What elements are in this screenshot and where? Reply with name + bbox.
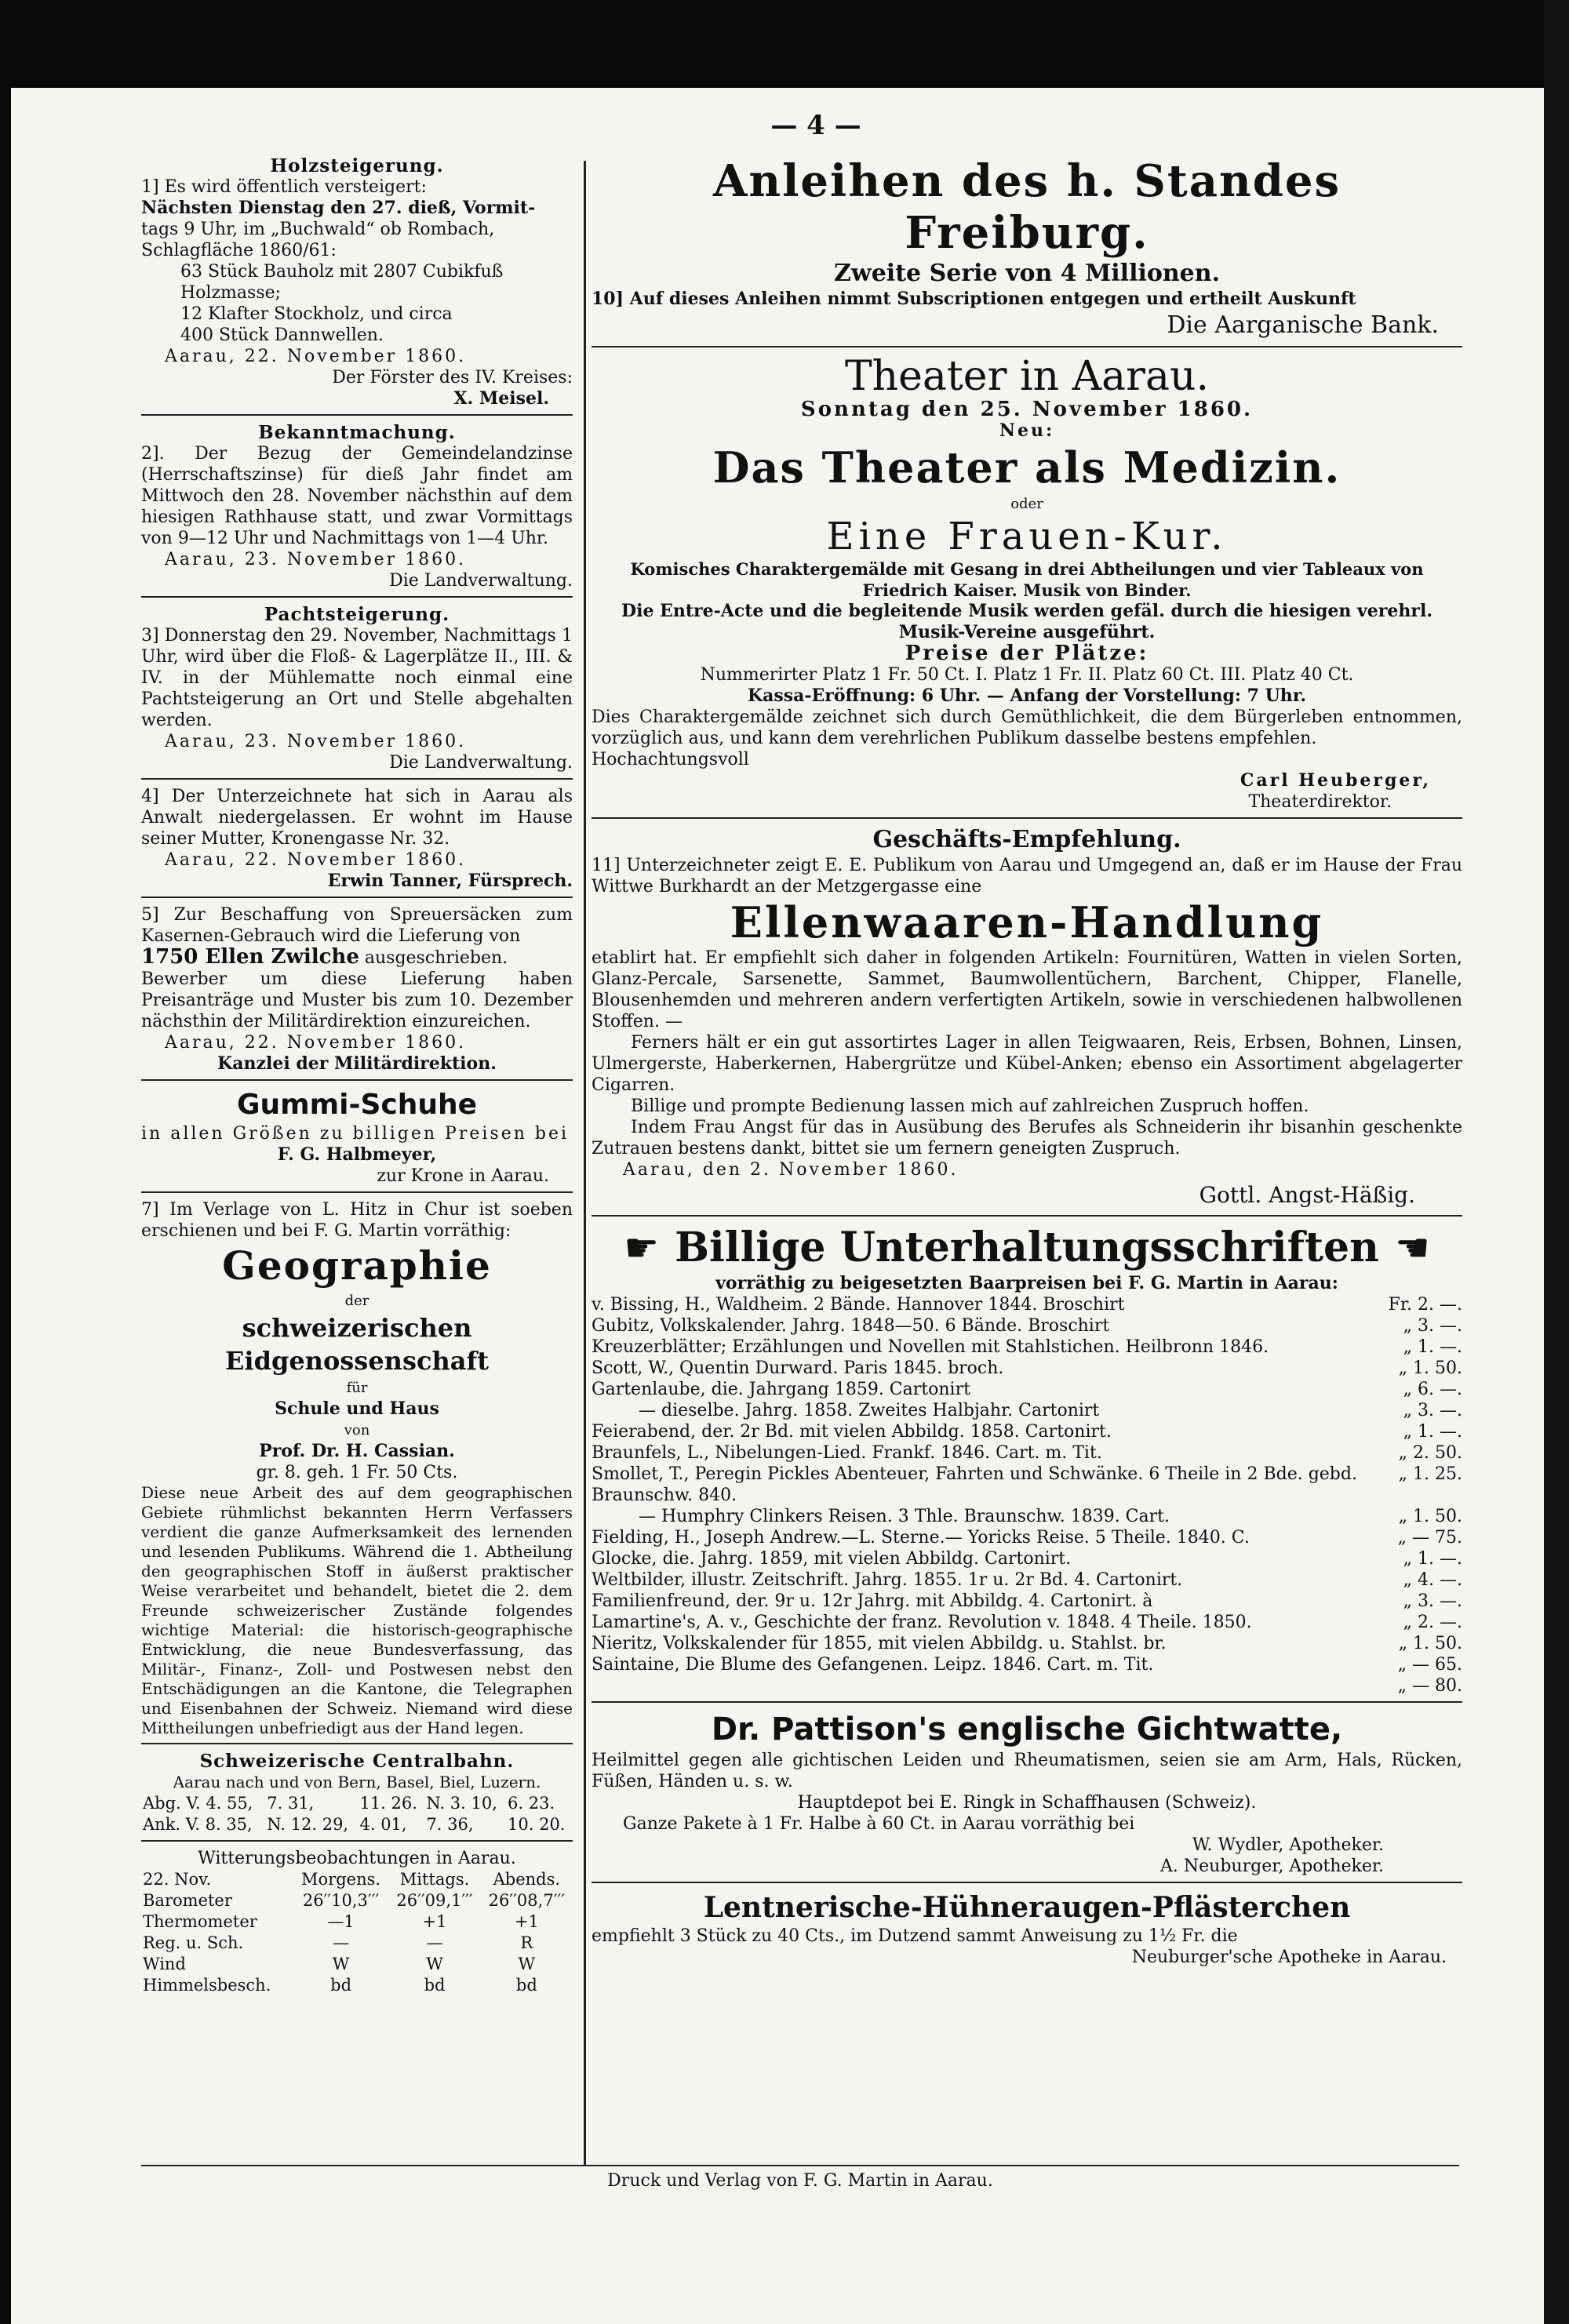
table-cell: 7. 31, bbox=[267, 1794, 315, 1813]
holz-date: Aarau, 22. November 1860. bbox=[165, 347, 467, 366]
geschaeft-text1: 11] Unterzeichneter zeigt E. E. Publikum von Aarau und Umgegend an, daß er im Hause der Frau Wittwe Burkhardt an der Metzgergasse eine bbox=[592, 856, 1462, 897]
table-cell: 6. 23. bbox=[508, 1794, 555, 1813]
list-item: Familienfreund, der. 9r u. 12r Jahrg. mit Abbildg. 4. Cartonirt. à „ 3. —. bbox=[592, 1591, 1462, 1611]
list-item: — Humphry Clinkers Reisen. 3 Thle. Braunschw. 1839. Cart. „ 1. 50. bbox=[639, 1507, 1462, 1526]
pacht-title: Pachtsteigerung. bbox=[264, 604, 450, 625]
billige-notice bbox=[592, 1223, 1462, 1697]
geschaeft-title: Geschäfts-Empfehlung. bbox=[872, 826, 1181, 853]
bahn-title: Schweizerische Centralbahn. bbox=[199, 1751, 515, 1772]
spreuer-text: 5] Zur Beschaffung von Spreuersäcken zum Kasernen-Gebrauch wird die Lieferung von bbox=[141, 905, 573, 946]
theater-play2: Eine Frauen-Kur. bbox=[826, 515, 1228, 558]
table-header-row bbox=[141, 1869, 573, 1890]
list-item: Saintaine, Die Blume des Gefangenen. Leipz. 1846. Cart. m. Tit. „ — 65. bbox=[592, 1655, 1462, 1675]
bekanntmachung-issuer: Die Landverwaltung. bbox=[389, 571, 573, 591]
table-cell: bd bbox=[515, 1976, 537, 1995]
theater-director-title: Theaterdirektor. bbox=[1248, 792, 1392, 812]
section-divider bbox=[592, 346, 1462, 347]
table-header-cell: Morgens. bbox=[301, 1870, 381, 1889]
table-row bbox=[141, 1933, 573, 1954]
pattison-title: Dr. Pattison's englische Gichtwatte, bbox=[711, 1711, 1343, 1748]
pointing-hand-left-icon: ☚ bbox=[1394, 1224, 1430, 1271]
gummi-notice bbox=[141, 1087, 573, 1187]
geo-price: gr. 8. geh. 1 Fr. 50 Cts. bbox=[256, 1463, 458, 1482]
table-cell: Ank. V. 8. 35, bbox=[143, 1815, 253, 1834]
anleihen-notice bbox=[592, 155, 1462, 341]
table-header-cell: 22. Nov. bbox=[143, 1870, 212, 1889]
list-item: Smollet, T., Peregin Pickles Abenteuer, Fahrten und Schwänke. 6 Theile in 2 Bde. gebd. Braunschw. 840. „ 1. 25. bbox=[592, 1464, 1462, 1505]
table-cell: W bbox=[518, 1955, 536, 1973]
theater-text: Dies Charaktergemälde zeichnet sich durch Gemüthlichkeit, die dem Bürgerleben entnommen, vorzüglich aus, und kann dem verehrlichen Publikum dasselbe bestens empfehlen. bbox=[592, 707, 1462, 748]
geographie-notice bbox=[141, 1199, 573, 1738]
geschaeft-date: Aarau, den 2. November 1860. bbox=[623, 1160, 959, 1180]
table-cell: Abg. V. 4. 55, bbox=[143, 1794, 253, 1813]
table-cell: 26′′08,7′′′ bbox=[488, 1891, 565, 1910]
table-cell: bd bbox=[330, 1976, 352, 1995]
list-item: Glocke, die. Jahrg. 1859, mit vielen Abbildg. Cartonirt. „ 1. —. bbox=[592, 1549, 1462, 1569]
pflaster-seller: Neuburger'sche Apotheke in Aarau. bbox=[1131, 1948, 1447, 1967]
geo-der: der bbox=[344, 1293, 369, 1309]
table-cell: R bbox=[520, 1933, 533, 1952]
list-item bbox=[592, 1675, 1462, 1697]
geschaeft-text4: Billige und prompte Bedienung lassen mich auf zahlreichen Zuspruch hoffen. bbox=[631, 1097, 1309, 1116]
theater-desc2: Die Entre-Acte und die begleitende Musik werden gefäl. durch die hiesigen verehrl. Musik-Vereine ausgeführt. bbox=[621, 601, 1432, 642]
pattison-seller1: W. Wydler, Apotheker. bbox=[1192, 1835, 1384, 1855]
holz-line: 400 Stück Dannwellen. bbox=[180, 326, 384, 345]
list-item: Scott, W., Quentin Durward. Paris 1845. broch. „ 1. 50. bbox=[592, 1358, 1462, 1378]
theater-title: Theater in Aarau. bbox=[844, 353, 1210, 400]
spreuer-issuer: Kanzlei der Militärdirektion. bbox=[217, 1053, 497, 1074]
pattison-seller2: A. Neuburger, Apotheker. bbox=[1160, 1857, 1384, 1876]
section-divider bbox=[592, 817, 1462, 819]
theater-date: Sonntag den 25. November 1860. bbox=[800, 398, 1254, 421]
pacht-issuer: Die Landverwaltung. bbox=[389, 753, 573, 773]
list-item: Gartenlaube, die. Jahrgang 1859. Cartonirt „ 6. —. bbox=[592, 1380, 1462, 1399]
holz-line: Nächsten Dienstag den 27. dieß, Vormit- bbox=[141, 198, 536, 218]
printer-imprint: Druck und Verlag von F. G. Martin in Aarau. bbox=[141, 2165, 1459, 2191]
billige-title: Billige Unterhaltungsschriften bbox=[675, 1224, 1379, 1271]
theater-director: Carl Heuberger, bbox=[1240, 770, 1431, 791]
list-item: Feierabend, der. 2r Bd. mit vielen Abbildg. 1858. Cartonirt. „ 1. —. bbox=[592, 1422, 1462, 1442]
table-cell: Wind bbox=[143, 1955, 186, 1973]
geo-title3: Schule und Haus bbox=[275, 1398, 439, 1419]
spreuer-text2: ausgeschrieben. bbox=[364, 948, 508, 968]
pflaster-text: empfiehlt 3 Stück zu 40 Cts., im Dutzend sammt Anweisung zu 1½ Fr. die bbox=[592, 1926, 1238, 1946]
list-item: Fielding, H., Joseph Andrew.—L. Sterne.— Yoricks Reise. 5 Theile. 1840. C. „ — 75. bbox=[592, 1528, 1462, 1548]
right-column bbox=[592, 155, 1462, 1973]
holz-line: 12 Klafter Stockholz, und circa bbox=[180, 304, 453, 324]
section-divider bbox=[141, 414, 573, 416]
table-row bbox=[141, 1911, 573, 1933]
table-cell: —1 bbox=[327, 1912, 355, 1931]
geschaeft-text5: Indem Frau Angst für das in Ausübung des Berufes als Schneiderin ihr bisanhin geschenkte Zutrauen bestens dankt, bittet sie um fernern geneigten Zuspruch. bbox=[592, 1118, 1462, 1158]
theater-notice bbox=[592, 354, 1462, 813]
table-cell: 7. 36, bbox=[426, 1815, 474, 1834]
section-divider bbox=[592, 1215, 1462, 1217]
book-list bbox=[592, 1294, 1462, 1697]
gummi-title: Gummi-Schuhe bbox=[236, 1089, 478, 1121]
table-cell: N. 12. 29, bbox=[267, 1815, 349, 1834]
theater-play: Das Theater als Medizin. bbox=[712, 442, 1341, 493]
spreuer-text3: Bewerber um diese Lieferung haben Preisanträge und Muster bis zum 10. Dezember nächsthin der Militärdirektion einzureichen. bbox=[141, 969, 573, 1031]
pattison-text: Heilmittel gegen alle gichtischen Leiden und Rheumatismen, seien sie am Arm, Hals, Rücken, Füßen, Händen u. s. w. bbox=[592, 1751, 1462, 1791]
theater-kasse: Kassa-Eröffnung: 6 Uhr. — Anfang der Vorstellung: 7 Uhr. bbox=[747, 686, 1307, 706]
table-cell: +1 bbox=[514, 1912, 539, 1931]
holz-line: 63 Stück Bauholz mit 2807 Cubikfuß bbox=[180, 262, 504, 282]
table-cell: 10. 20. bbox=[508, 1815, 566, 1834]
pacht-text: 3] Donnerstag den 29. November, Nachmittags 1 Uhr, wird über die Floß- & Lagerplätze II., III. & IV. in der Mühlematte noch einmal eine Pachtsteigerung an Ort und Stelle abgehalten werden. bbox=[141, 626, 573, 730]
table-cell: — bbox=[333, 1933, 350, 1952]
theater-greeting: Hochachtungsvoll bbox=[592, 750, 749, 769]
holz-notice bbox=[141, 155, 573, 409]
table-row bbox=[141, 1954, 573, 1975]
anleihen-subtitle: Zweite Serie von 4 Millionen. bbox=[833, 260, 1221, 287]
section-divider bbox=[141, 1840, 573, 1842]
weather-table bbox=[141, 1869, 573, 1996]
holz-issuer: Der Förster des IV. Kreises: bbox=[332, 368, 573, 387]
gummi-place: zur Krone in Aarau. bbox=[377, 1166, 549, 1186]
table-cell: 26′′09,1′′′ bbox=[396, 1891, 473, 1910]
scan-border-top bbox=[0, 0, 1569, 88]
anleihen-bank: Die Aarganische Bank. bbox=[1167, 311, 1439, 339]
table-cell: N. 3. 10, bbox=[426, 1794, 497, 1813]
geo-text: Diese neue Arbeit des auf dem geographischen Gebiete rühmlichst bekannten Herrn Verfassers verdient die ganze Aufmerksamkeit des lernenden und lesenden Publikums. Während die 1. Abtheilung den geographischen Stoff in äußerst praktischer Weise verarbeitet und behandelt, bietet die 2. dem Freunde schweizerischer Zustände folgendes wichtige Material: die historisch-geographische Entwicklung, die neue Bundesverfassung, das Militär-, Finanz-, Zoll- und Postwesen nebst den Entschädigungen an die Kantone, die Telegraphen und Eisenbahnen der Schweiz. Niemand wird diese Mittheilungen unbefriedigt aus der Hand legen. bbox=[141, 1483, 573, 1737]
geschaeft-name: Gottl. Angst-Häßig. bbox=[1199, 1182, 1415, 1208]
holz-line: Holzmasse; bbox=[180, 283, 282, 303]
pacht-date: Aarau, 23. November 1860. bbox=[165, 732, 467, 751]
bekanntmachung-title: Bekanntmachung. bbox=[258, 422, 456, 443]
list-item: — dieselbe. Jahrg. 1858. Zweites Halbjahr. Cartonirt „ 3. —. bbox=[639, 1401, 1462, 1420]
table-cell: 4. 01, bbox=[359, 1815, 407, 1834]
geo-title: Geographie bbox=[222, 1242, 492, 1289]
list-item: Braunfels, L., Nibelungen-Lied. Frankf. 1846. Cart. m. Tit. „ 2. 50. bbox=[592, 1443, 1462, 1463]
theater-desc1: Komisches Charaktergemälde mit Gesang in drei Abtheilungen und vier Tableaux von Friedrich Kaiser. Musik von Binder. bbox=[630, 559, 1424, 600]
table-row bbox=[141, 1793, 573, 1814]
table-row bbox=[141, 1975, 573, 1996]
scan-border-left bbox=[0, 0, 11, 2324]
bekanntmachung-notice bbox=[141, 422, 573, 591]
theater-preise-title: Preise der Plätze: bbox=[905, 642, 1149, 665]
table-row bbox=[141, 1890, 573, 1911]
geo-fuer: für bbox=[346, 1380, 368, 1396]
table-cell: Reg. u. Sch. bbox=[143, 1933, 244, 1952]
anwalt-notice bbox=[141, 786, 573, 892]
witterung-notice bbox=[141, 1848, 573, 1996]
table-cell: W bbox=[426, 1955, 443, 1973]
anwalt-text: 4] Der Unterzeichnete hat sich in Aarau als Anwalt niedergelassen. Er wohnt im Hause seiner Mutter, Kronengasse Nr. 32. bbox=[141, 787, 573, 849]
billige-subtitle: vorräthig zu beigesetzten Baarpreisen bei F. G. Martin in Aarau: bbox=[715, 1273, 1338, 1293]
pflaster-notice bbox=[592, 1889, 1462, 1968]
geschaeft-big: Ellenwaaren-Handlung bbox=[730, 897, 1324, 947]
section-divider bbox=[141, 778, 573, 780]
table-cell: — bbox=[426, 1933, 443, 1952]
list-item: v. Bissing, H., Waldheim. 2 Bände. Hannover 1844. Broschirt Fr. 2. —. bbox=[592, 1295, 1462, 1315]
geschaeft-text3: Ferners hält er ein gut assortirtes Lager in allen Teigwaaren, Reis, Erbsen, Bohnen, Linsen, Ulmergerste, Haberkernen, Habergrütze und Kübel-Anken; ebenso ein Assortiment abgelagerter Cigarren. bbox=[592, 1033, 1462, 1095]
theater-preise: Nummerirter Platz 1 Fr. 50 Ct. I. Platz 1 Fr. II. Platz 60 Ct. III. Platz 40 Ct. bbox=[700, 665, 1354, 685]
geschaeft-text2: etablirt hat. Er empfiehlt sich daher in folgenden Artikeln: Fournitüren, Watten in vielen Sorten, Glanz-Percale, Sarsenette, Sammet, Baumwollentüchern, Barchent, Chipper, Flanelle, Blousenhemden und mehreren andern verfertigten Artikeln, sowie in verschiedenen halbwollenen Stoffen. — bbox=[592, 948, 1462, 1031]
holz-name: X. Meisel. bbox=[453, 388, 549, 409]
table-cell: bd bbox=[424, 1976, 446, 1995]
section-divider bbox=[141, 1079, 573, 1081]
pattison-depot: Hauptdepot bei E. Ringk in Schaffhausen (Schweiz). bbox=[797, 1793, 1257, 1813]
anleihen-text: 10] Auf dieses Anleihen nimmt Subscriptionen entgegen und ertheilt Auskunft bbox=[592, 289, 1356, 309]
list-item: Lamartine's, A. v., Geschichte der franz. Revolution v. 1848. 4 Theile. 1850. „ 2. —. bbox=[592, 1613, 1462, 1632]
geo-author: Prof. Dr. H. Cassian. bbox=[259, 1441, 455, 1461]
table-cell: W bbox=[332, 1955, 350, 1973]
page-number: — 4 — bbox=[770, 110, 861, 141]
list-item: Weltbilder, illustr. Zeitschrift. Jahrg. 1855. 1r u. 2r Bd. 4. Cartonirt. „ 4. —. bbox=[592, 1570, 1462, 1590]
pattison-price: Ganze Pakete à 1 Fr. Halbe à 60 Ct. in Aarau vorräthig bei bbox=[623, 1814, 1135, 1834]
table-cell: 11. 26. bbox=[359, 1794, 417, 1813]
section-divider bbox=[141, 1191, 573, 1193]
holz-line: 1] Es wird öffentlich versteigert: bbox=[141, 177, 427, 197]
section-divider bbox=[141, 897, 573, 898]
table-header-cell: Mittags. bbox=[399, 1870, 470, 1889]
theater-neu: Neu: bbox=[999, 420, 1055, 441]
holz-line: tags 9 Uhr, im „Buchwald“ ob Rombach, bbox=[141, 220, 495, 239]
spreuer-notice bbox=[141, 904, 573, 1075]
gummi-line: in allen Größen zu billigen Preisen bei bbox=[141, 1124, 570, 1144]
scan-border-right bbox=[1544, 0, 1569, 2324]
centralbahn-notice bbox=[141, 1751, 573, 1835]
table-cell: Barometer bbox=[143, 1891, 232, 1910]
bekanntmachung-text: 2]. Der Bezug der Gemeindelandzinse (Herrschaftszinse) für dieß Jahr findet am Mittwoch den 28. November nächsthin auf dem hiesigen Rathhause statt, und zwar Vormittags von 9—12 Uhr und Nachmittags von 1—4 Uhr. bbox=[141, 444, 573, 548]
left-column bbox=[141, 155, 573, 2001]
list-item: Nieritz, Volkskalender für 1855, mit vielen Abbildg. u. Stahlst. br. „ 1. 50. bbox=[592, 1634, 1462, 1653]
bekanntmachung-date: Aarau, 23. November 1860. bbox=[165, 550, 467, 569]
pattison-notice bbox=[592, 1709, 1462, 1877]
table-cell: +1 bbox=[422, 1912, 447, 1931]
train-timetable bbox=[141, 1793, 573, 1835]
theater-oder: oder bbox=[1010, 496, 1043, 512]
section-divider bbox=[592, 1882, 1462, 1883]
gummi-name: F. G. Halbmeyer, bbox=[277, 1144, 437, 1165]
pacht-notice bbox=[141, 604, 573, 773]
table-cell: Himmelsbesch. bbox=[143, 1976, 271, 1995]
holz-line: Schlagfläche 1860/61: bbox=[141, 241, 337, 260]
section-divider bbox=[141, 596, 573, 598]
table-row bbox=[141, 1814, 573, 1835]
geo-von: von bbox=[344, 1422, 370, 1438]
table-cell: Thermometer bbox=[143, 1912, 257, 1931]
geschaeft-notice bbox=[592, 825, 1462, 1210]
anwalt-name: Erwin Tanner, Fürsprech. bbox=[327, 871, 573, 891]
section-divider bbox=[141, 1743, 573, 1744]
list-item: Gubitz, Volkskalender. Jahrg. 1848—50. 6 Bände. Broschirt „ 3. —. bbox=[592, 1316, 1462, 1336]
spreuer-highlight: 1750 Ellen Zwilche bbox=[141, 945, 359, 969]
column-divider bbox=[584, 161, 586, 2165]
anwalt-date: Aarau, 22. November 1860. bbox=[165, 850, 467, 870]
geo-title2: schweizerischen Eidgenossenschaft bbox=[225, 1313, 489, 1376]
section-divider bbox=[592, 1701, 1462, 1703]
table-cell: 26′′10,3′′′ bbox=[302, 1891, 380, 1910]
pflaster-title: Lentnerische-Hühneraugen-Pflästerchen bbox=[703, 1891, 1351, 1924]
wetter-title: Witterungsbeobachtungen in Aarau. bbox=[198, 1849, 516, 1868]
table-header-cell: Abends. bbox=[493, 1870, 561, 1889]
holz-title: Holzsteigerung. bbox=[270, 155, 444, 176]
last-price: „ — 80. bbox=[1397, 1676, 1462, 1696]
list-item: Kreuzerblätter; Erzählungen und Novellen mit Stahlstichen. Heilbronn 1846. „ 1. —. bbox=[592, 1337, 1462, 1357]
pointing-hand-right-icon: ☛ bbox=[624, 1224, 660, 1271]
bahn-subtitle: Aarau nach und von Bern, Basel, Biel, Luzern. bbox=[173, 1773, 541, 1791]
geo-intro: 7] Im Verlage von L. Hitz in Chur ist soeben erschienen und bei F. G. Martin vorräthig: bbox=[141, 1200, 573, 1241]
anleihen-title: Anleihen des h. Standes Freiburg. bbox=[712, 155, 1341, 259]
spreuer-date: Aarau, 22. November 1860. bbox=[165, 1033, 467, 1053]
